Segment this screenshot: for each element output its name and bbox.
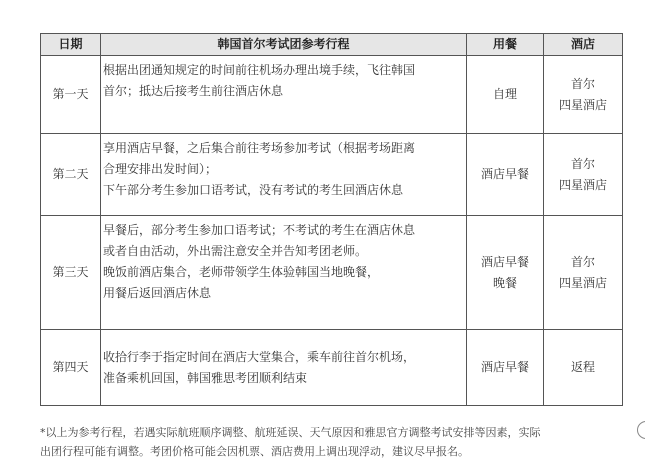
meal-line: 晚餐 [492, 275, 517, 290]
day-cell: 第四天 [41, 330, 101, 406]
hotel-cell [544, 216, 623, 330]
itinerary-line: 根据出团通知规定的时间前往机场办理出境手续，飞往韩国 [103, 63, 416, 77]
itinerary-cell [101, 56, 467, 134]
meal-line: 自理 [492, 87, 517, 101]
hotel-cell [544, 330, 623, 406]
table-row [41, 216, 623, 330]
day-cell: 第三天 [41, 216, 101, 330]
itinerary-line: 收拾行李于指定时间在酒店大堂集合，乘车前往首尔机场， [103, 349, 416, 364]
itinerary-line: 早餐后，部分考生参加口语考试；不考试的考生在酒店休息 [103, 223, 416, 237]
itinerary-line: 下午部分考生参加口语考试，没有考试的考生回酒店休息 [103, 183, 404, 197]
hotel-line: 首尔 [570, 254, 595, 269]
table-row [41, 56, 623, 134]
itinerary-line: 晚饭前酒店集合，老师带领学生体验韩国当地晚餐， [103, 265, 380, 279]
hotel-line: 四星酒店 [558, 177, 607, 192]
footnote [40, 423, 630, 461]
circle-icon [637, 421, 645, 439]
header-meal: 用餐 [467, 34, 544, 56]
footnote-line: 出团行程可能有调整。考团价格可能会因机票、酒店费用上调出现浮动，建议尽早报名。 [40, 445, 469, 458]
itinerary-cell [101, 134, 467, 216]
itinerary-cell [101, 330, 467, 406]
header-day: 日期 [41, 34, 101, 56]
itinerary-line: 合理安排出发时间）； [103, 162, 218, 176]
meal-line: 酒店早餐 [480, 167, 529, 181]
itinerary-line: 或者自由活动，外出需注意安全并告知考团老师。 [103, 244, 368, 258]
hotel-line: 四星酒店 [558, 97, 607, 112]
meal-line: 酒店早餐 [480, 254, 529, 269]
hotel-cell [544, 56, 623, 134]
header-hotel: 酒店 [544, 34, 623, 56]
table-row [41, 330, 623, 406]
day-cell: 第一天 [41, 56, 101, 134]
hotel-line: 返程 [570, 360, 595, 374]
hotel-cell [544, 134, 623, 216]
itinerary-table [40, 33, 623, 406]
itinerary-line: 享用酒店早餐，之后集合前往考场参加考试（根据考场距离 [103, 141, 416, 155]
meal-line: 酒店早餐 [480, 360, 529, 374]
footnote-line: *以上为参考行程，若遇实际航班顺序调整、航班延误、天气原因和雅思官方调整考试安排等因素，实际 [40, 426, 541, 439]
meal-cell [467, 216, 544, 330]
meal-cell [467, 56, 544, 134]
itinerary-line: 准备乘机回国，韩国雅思考团顺利结束 [103, 370, 308, 385]
itinerary-line: 首尔；抵达后接考生前往酒店休息 [103, 84, 284, 98]
table-header-row [41, 34, 623, 56]
hotel-line: 首尔 [570, 76, 595, 91]
table-row [41, 134, 623, 216]
meal-cell [467, 330, 544, 406]
itinerary-line: 用餐后返回酒店休息 [103, 286, 212, 300]
day-cell: 第二天 [41, 134, 101, 216]
itinerary-cell [101, 216, 467, 330]
header-itinerary: 韩国首尔考试团参考行程 [101, 34, 467, 56]
hotel-line: 四星酒店 [558, 275, 607, 290]
hotel-line: 首尔 [570, 156, 595, 171]
meal-cell [467, 134, 544, 216]
